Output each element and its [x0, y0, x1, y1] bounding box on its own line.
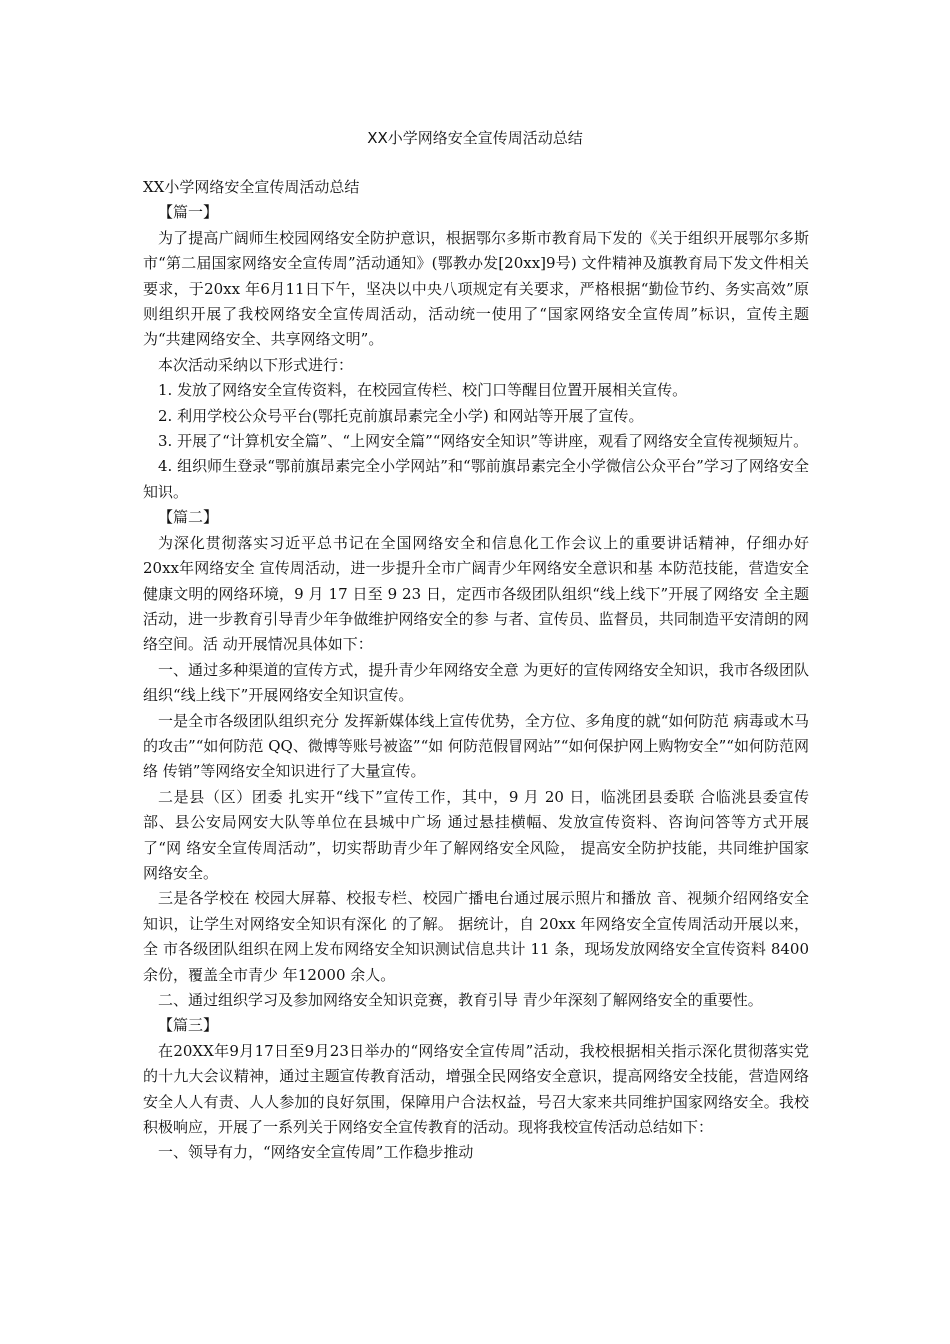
paragraph: 二、通过组织学习及参加网络安全知识竞赛，教育引导 青少年深刻了解网络安全的重要性。: [158, 991, 763, 1009]
document-body: [143, 175, 809, 1166]
list-item: 2. 利用学校公众号平台(鄂托克前旗昂素完全小学) 和网站等开展了宣传。: [158, 406, 644, 425]
section-mark-3: 【篇三】: [158, 1016, 219, 1035]
paragraph: 三是各学校在 校园大屏幕、校报专栏、校园广播电台通过展示照片和播放 音、视频介绍网络安全知识，让学生对网络安全知识有深化 的了解。 据统计，自 20xx 年网络安全宣传周活动开展以来，全 市各级团队组织在网上发布网络安全知识测试信息共计 11 条，现场发放网络安全宣传资料 8400 余份，覆盖全市青少 年12000 余人。: [143, 889, 809, 984]
paragraph: 本次活动采纳以下形式进行：: [158, 355, 354, 374]
section-mark-2: 【篇二】: [158, 508, 219, 527]
paragraph: 为深化贯彻落实习近平总书记在全国网络安全和信息化工作会议上的重要讲话精神，仔细办好 20xx年网络安全 宣传周活动，进一步提升全市广阔青少年网络安全意识和基 本防范技能，营造安全健康文明的网络环境，9 月 17 日至 9 23 日，定西市各级团队组织“线上线下”开展了网络安 全主题活动，进一步教育引导青少年争做维护网络安全的参 与者、宣传员、监督员，共同制造平安清朗的网络空间。活 动开展情况具体如下：: [143, 533, 809, 654]
paragraph: 一、通过多种渠道的宣传方式，提升青少年网络安全意 为更好的宣传网络安全知识，我市各级团队组织“线上线下”开展网络安全知识宣传。: [143, 660, 809, 705]
paragraph: 一是全市各级团队组织充分 发挥新媒体线上宣传优势，全方位、多角度的就“如何防范 病毒或木马的攻击”“如何防范 QQ、微博等账号被盗”“如 何防范假冒网站”“如何保护网上购物安全”“如何防范网络 传销”等网络安全知识进行了大量宣传。: [143, 711, 809, 781]
list-item: 3. 开展了“计算机安全篇”、“上网安全篇”“网络安全知识”等讲座，观看了网络安全宣传视频短片。: [158, 432, 809, 451]
paragraph: 一、领导有力，“网络安全宣传周”工作稳步推动: [158, 1143, 474, 1162]
list-item: 4. 组织师生登录“鄂前旗昂素完全小学网站”和“鄂前旗昂素完全小学微信公众平台”学习了网络安全知识。: [143, 457, 809, 501]
section-mark-1: 【篇一】: [158, 203, 219, 222]
document-subtitle: XX小学网络安全宣传周活动总结: [143, 178, 360, 196]
paragraph: 在20XX年9月17日至9月23日举办的“网络安全宣传周”活动，我校根据相关指示深化贯彻落实党的十九大会议精神，通过主题宣传教育活动，增强全民网络安全意识，提高网络安全技能，营造网络安全人人有责、人人参加的良好氛围，保障用户合法权益，号召大家来共同维护国家网络安全。我校积极响应，开展了一系列关于网络安全宣传教育的活动。现将我校宣传活动总结如下：: [143, 1041, 809, 1137]
list-item: 1. 发放了网络安全宣传资料，在校园宣传栏、校门口等醒目位置开展相关宣传。: [158, 381, 688, 400]
document-title: XX小学网络安全宣传周活动总结: [367, 129, 583, 147]
paragraph: 二是县（区）团委 扎实开“线下”宣传工作，其中，9 月 20 日，临洮团县委联 合临洮县委宣传部、县公安局网安大队等单位在县城中广场 通过悬挂横幅、发放宣传资料、咨询问答等方式开展了“网 络安全宣传周活动”，切实帮助青少年了解网络安全风险， 提高安全防护技能，共同维护国家网络安全。: [143, 787, 809, 882]
paragraph: 为了提高广阔师生校园网络安全防护意识，根据鄂尔多斯市教育局下发的《关于组织开展鄂尔多斯市“第二届国家网络安全宣传周”活动通知》(鄂教办发[20xx]9号) 文件精神及旗教育局下发文件相关要求，于20xx 年6月11日下午，坚决以中央八项规定有关要求，严格根据“勤俭节约、务实高效”原则组织开展了我校网络安全宣传周活动，活动统一使用了“国家网络安全宣传周”标识，宣传主题为“共建网络安全、共享网络文明”。: [143, 228, 809, 349]
